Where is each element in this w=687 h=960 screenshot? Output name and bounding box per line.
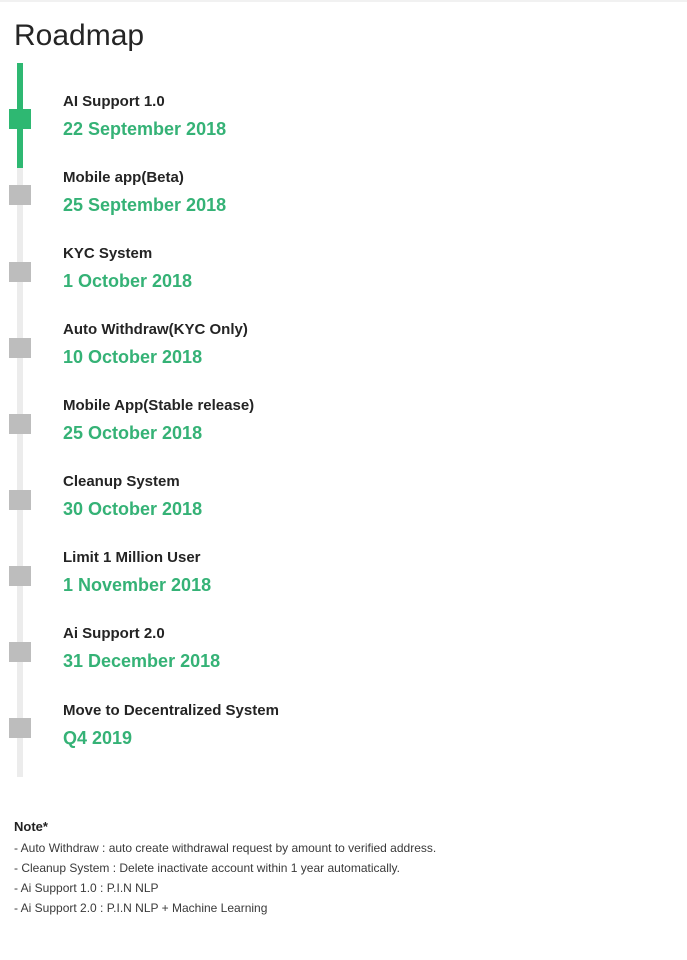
milestone-name: AI Support 1.0: [63, 93, 165, 110]
milestone-marker: [9, 185, 31, 205]
milestone-item: [63, 321, 623, 368]
milestone-marker: [9, 718, 31, 738]
milestone-name: Limit 1 Million User: [63, 549, 201, 566]
note-line: - Cleanup System : Delete inactivate account within 1 year automatically.: [14, 861, 400, 875]
milestone-item: [63, 702, 623, 749]
milestone-item: [63, 169, 623, 216]
milestone-item: [63, 549, 623, 596]
milestone-date: 22 September 2018: [63, 119, 227, 139]
milestone-name: Cleanup System: [63, 473, 180, 490]
milestone-name: Mobile app(Beta): [63, 169, 184, 186]
milestone-marker: [9, 414, 31, 434]
notes-title: Note*: [14, 819, 48, 834]
notes-section: [14, 818, 674, 918]
milestone-item: [63, 397, 623, 444]
milestone-date: 25 October 2018: [63, 423, 203, 443]
milestone-date: Q4 2019: [63, 728, 133, 748]
milestone-name: KYC System: [63, 245, 153, 262]
milestone-date: 30 October 2018: [63, 499, 203, 519]
milestone-name: Ai Support 2.0: [63, 625, 165, 642]
note-line: - Auto Withdraw : auto create withdrawal request by amount to verified address.: [14, 841, 437, 855]
milestone-marker: [9, 338, 31, 358]
note-line: - Ai Support 1.0 : P.I.N NLP: [14, 881, 159, 895]
milestone-date: 31 December 2018: [63, 651, 221, 671]
milestone-date: 25 September 2018: [63, 195, 227, 215]
milestone-item: [63, 93, 623, 140]
milestone-marker: [9, 262, 31, 282]
milestone-item: [63, 245, 623, 292]
milestone-date: 1 October 2018: [63, 271, 193, 291]
milestone-item: [63, 625, 623, 672]
milestone-date: 10 October 2018: [63, 347, 203, 367]
note-line: - Ai Support 2.0 : P.I.N NLP + Machine Learning: [14, 901, 268, 915]
milestone-marker: [9, 566, 31, 586]
milestone-marker-active: [9, 109, 31, 129]
milestone-name: Mobile App(Stable release): [63, 397, 255, 414]
milestone-date: 1 November 2018: [63, 575, 212, 595]
page-title: Roadmap: [14, 19, 145, 52]
milestone-item: [63, 473, 623, 520]
milestone-name: Move to Decentralized System: [63, 702, 279, 719]
milestone-marker: [9, 490, 31, 510]
milestone-name: Auto Withdraw(KYC Only): [63, 321, 248, 338]
milestone-marker: [9, 642, 31, 662]
